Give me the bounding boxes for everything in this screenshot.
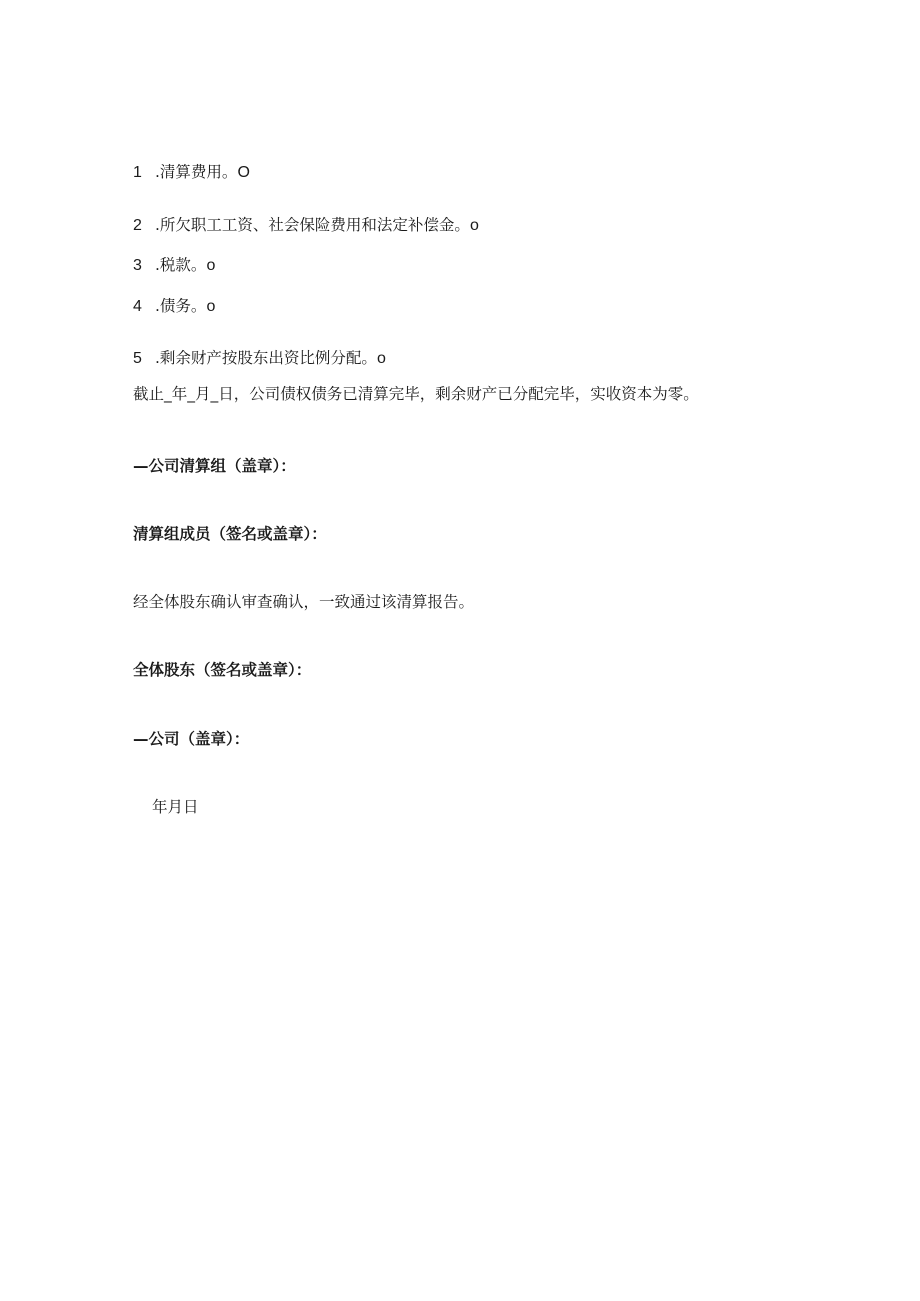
liquidation-group-seal-label: —公司清算组（盖章）： — [133, 457, 296, 475]
list-item-suffix: o — [206, 257, 216, 274]
shareholders-sign-label: 全体股东（签名或盖章）： — [133, 661, 312, 679]
date-line: 年月日 — [152, 798, 199, 816]
list-item — [133, 296, 215, 317]
list-item-suffix: o — [206, 298, 216, 315]
approval-statement: 经全体股东确认审查确认，一致通过该清算报告。 — [133, 593, 475, 611]
list-item — [133, 255, 215, 276]
statement-paragraph: 截止_年_月_日，公司债权债务已清算完毕，剩余财产已分配完毕，实收资本为零。 — [133, 385, 699, 403]
liquidation-members-sign-label: 清算组成员（签名或盖章）： — [133, 525, 327, 543]
list-item-number: 4 — [133, 298, 142, 315]
list-item-number: 3 — [133, 257, 142, 274]
list-item-number: 1 — [133, 164, 142, 181]
list-item — [133, 162, 250, 183]
list-item — [133, 215, 479, 236]
list-item-number: 2 — [133, 217, 142, 234]
list-item-text: .所欠职工工资、社会保险费用和法定补偿金。 — [155, 216, 470, 234]
list-item-text: .清算费用。 — [155, 163, 238, 181]
list-item — [133, 348, 386, 369]
list-item-suffix: o — [469, 217, 479, 234]
company-seal-label: —公司（盖章）： — [133, 730, 250, 748]
list-item-text: .债务。 — [155, 297, 207, 315]
list-item-number: 5 — [133, 350, 142, 367]
list-item-suffix: o — [376, 350, 386, 367]
list-item-suffix: O — [237, 164, 250, 181]
list-item-text: .税款。 — [155, 256, 207, 274]
list-item-text: .剩余财产按股东出资比例分配。 — [155, 349, 377, 367]
